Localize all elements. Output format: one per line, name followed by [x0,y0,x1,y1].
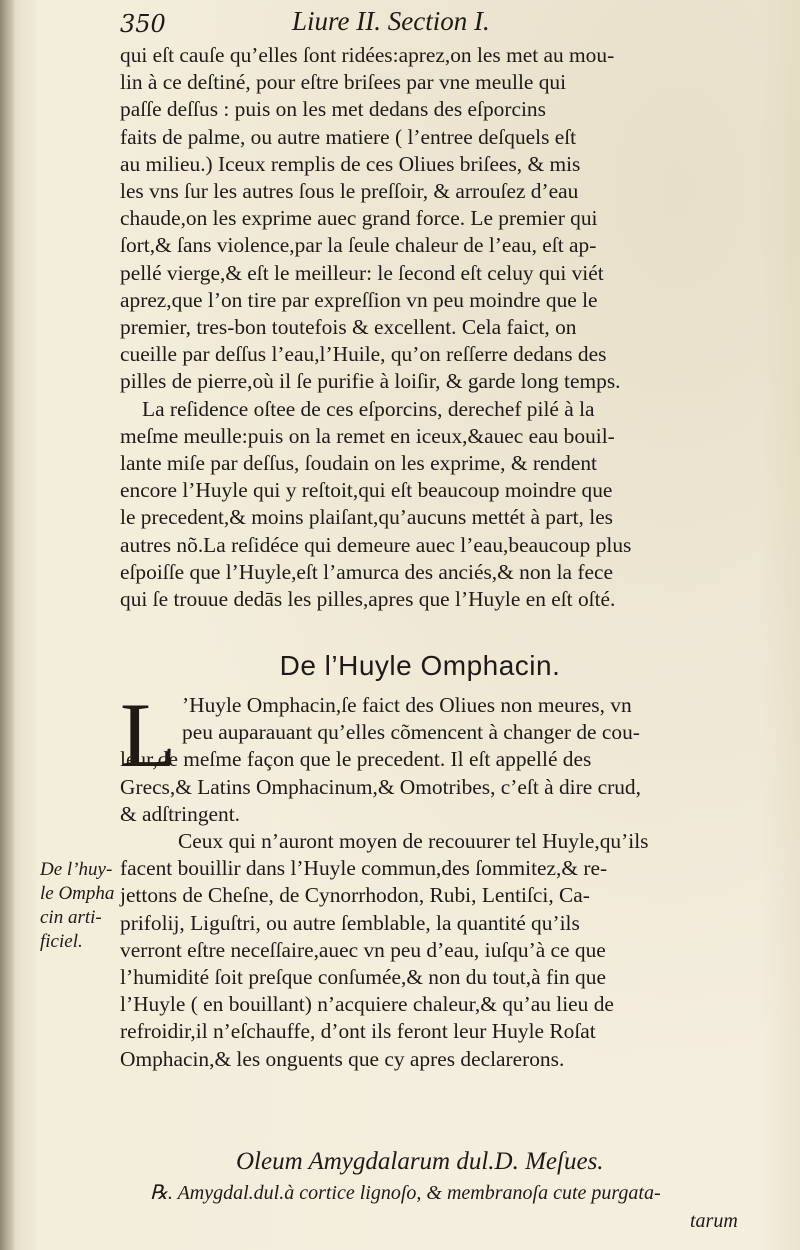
margin-note-line: De l’huy- [40,859,113,880]
text-line: le precedent,& moins plaiſant,qu’aucuns mettét à part, les [120,505,614,530]
text-line: autres nõ.La reſidéce qui demeure auec l’eau,beaucoup plus [120,532,632,557]
text-line: qui ſe trouue dedās les pilles,apres que l’Huyle en eſt oſté. [120,587,616,612]
text-line: aprez,que l’on tire par expreſſion vn peu moindre que le [120,287,598,312]
page-binding-edge [0,0,14,1250]
recipe-line-continuation: tarum [690,1210,738,1232]
section-text-line: jettons de Cheſne, de Cynorrhodon, Rubi, Lentiſci, Ca- [120,883,590,908]
text-line: pilles de pierre,où il ſe purifie à loiſir, & garde long temps. [120,369,621,394]
section-text-line: Omphacin,& les onguents que cy apres declarerons. [120,1046,565,1071]
text-line: pellé vierge,& eſt le meilleur: le ſecond eſt celuy qui viét [120,260,604,285]
section-text-line: prifolij, Liguſtri, ou autre ſemblable, la quantité qu’ils [120,910,580,935]
text-line: qui eſt cauſe qu’elles ſont ridées:aprez,on les met au mou- [120,43,615,67]
text-line: meſme meulle:puis on la remet en iceux,&auec eau bouil- [120,423,615,448]
text-line: cueille par deſſus l’eau,l’Huile, qu’on reſſerre dedans des [120,342,607,367]
text-line: lin à ce deſtiné, pour eſtre briſees par vne meulle qui [120,70,567,95]
page-number: 350 [120,10,166,38]
text-line: lante miſe par deſſus, ſoudain on les exprime, & rendent [120,451,597,476]
text-line: faits de palme, ou autre matiere ( l’entree deſquels eſt [120,124,577,149]
section-text-line: l’humidité ſoit preſque conſumée,& non du tout,à fin que [120,965,606,990]
text-line: chaude,on les exprime auec grand force. Le premier qui [120,206,598,231]
section-text-block [120,684,782,1073]
section-text-line: ’Huyle Omphacin,ſe faict des Oliues non meures, vn [182,693,632,717]
running-head: Liure II. Section I. [292,6,490,36]
section-heading: De l’Huyle Omphacin. [279,650,561,681]
margin-note-line: ficiel. [40,931,83,952]
text-line: paſſe deſſus : puis on les met dedans des eſporcins [120,97,546,122]
margin-note-line: cin arti- [40,907,102,928]
page-header [112,4,772,44]
text-line: La reſidence oſtee de ces eſporcins, derechef pilé à la [142,396,595,421]
drop-cap: L [120,684,177,786]
text-line: encore l’Huyle qui y reſtoit,qui eſt beaucoup moindre que [120,478,613,503]
section-text-line: leur,de meſme façon que le precedent. Il eſt appellé des [120,747,592,772]
text-line: ſort,& ſans violence,par la ſeule chaleur de l’eau, eſt ap- [120,233,597,258]
section-text-line: verront eſtre neceſſaire,auec vn peu d’eau, iuſqu’à ce que [120,937,606,962]
text-line: premier, tres-bon toutefois & excellent. Cela faict, on [120,315,577,340]
section-text-line: l’Huyle ( en bouillant) n’acquiere chaleur,& qu’au lieu de [120,992,614,1017]
recipe-line: ℞. Amygdal.dul.à cortice lignoſo, & membranoſa cute purgata- [150,1182,661,1204]
section-text-line: peu auparauant qu’elles cõmencent à changer de cou- [182,720,640,745]
margin-note-line: le Ompha [40,883,115,904]
recipe-title: Oleum Amygdalarum dul.D. Meſues. [236,1148,604,1175]
section-text-line: & adſtringent. [120,801,240,826]
section-text-line: Ceux qui n’auront moyen de recouurer tel Huyle,qu’ils [178,829,649,854]
section-text-line: Grecs,& Latins Omphacinum,& Omotribes, c’eſt à dire crud, [120,774,641,799]
section-text-line: facent bouillir dans l’Huyle commun,des ſommitez,& re- [120,856,608,881]
main-text-block [120,42,782,613]
text-line: au milieu.) Iceux remplis de ces Oliues briſees, & mis [120,151,581,176]
section-text-line: refroidir,il n’eſchauffe, d’ont ils feront leur Huyle Roſat [120,1019,596,1044]
text-line: eſpoiſſe que l’Huyle,eſt l’amurca des anciés,& non la fece [120,559,613,584]
margin-note [40,858,120,954]
text-line: les vns ſur les autres ſous le preſſoir, & arrouſez d’eau [120,179,579,204]
